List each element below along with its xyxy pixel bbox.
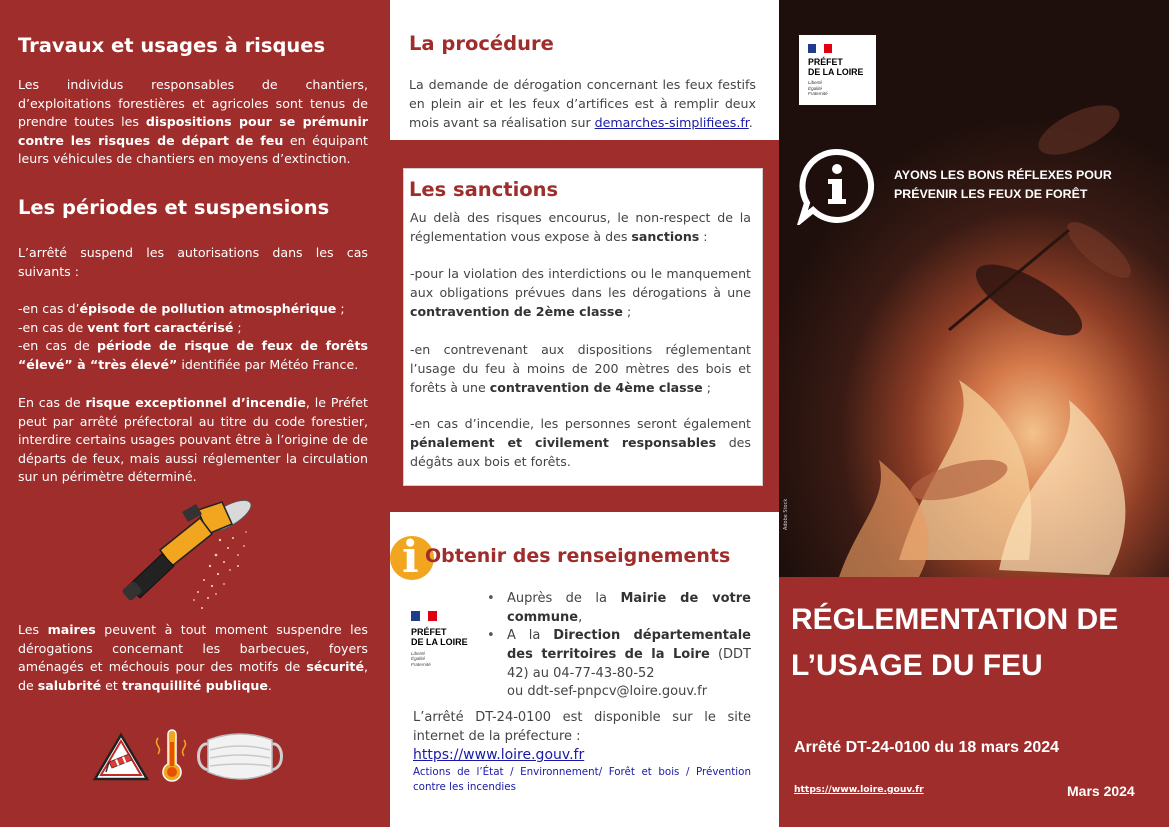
- travaux-text-bold: dispositions pour se prémunir contre les risques de départ de feu: [18, 114, 368, 148]
- travaux-text-1: Les individus responsables de chantiers, d’exploitations forestières et agricoles sont tenus de prendre toutes les: [18, 77, 368, 130]
- left-panel: [0, 0, 390, 827]
- wave-divider-top: [390, 135, 779, 157]
- grinder-icon: [120, 500, 260, 618]
- case-pollution: -en cas d’épisode de pollution atmosphérique ;: [18, 301, 345, 316]
- wave-divider-bottom: [390, 488, 779, 518]
- periodes-cases: [18, 300, 368, 374]
- heading-procedure: La procédure: [409, 32, 554, 55]
- publication-date: Mars 2024: [1067, 783, 1135, 799]
- maires-text: Les maires peuvent à tout moment suspendre les dérogations concernant les barbecues, foyers aménagés et méchouis pour des motifs de sécurité, de salubrité et tranquillité publique.: [18, 622, 368, 693]
- document-title: RÉGLEMENTATION DE L’USAGE DU FEU: [791, 603, 1119, 682]
- contact-mairie: • Auprès de la Mairie de votre commune,: [487, 590, 751, 627]
- prefet-logo-motto: Liberté Égalité Fraternité: [808, 80, 828, 97]
- info-icon: i: [390, 536, 434, 580]
- marianne-flag-icon: [808, 44, 832, 53]
- arrete-reference: Arrêté DT-24-0100 du 18 mars 2024: [794, 739, 1060, 756]
- website-link[interactable]: https://www.loire.gouv.fr: [794, 784, 924, 795]
- demarches-link[interactable]: demarches-simplifiees.fr: [594, 114, 749, 130]
- heading-travaux: Travaux et usages à risques: [18, 34, 326, 57]
- prefecture-path: Actions de l’État / Environnement/ Forêt et bois / Prévention contre les incendies: [413, 766, 751, 793]
- tagline: AYONS LES BONS RÉFLEXES POUR PRÉVENIR LES FEUX DE FORÊT: [894, 168, 1112, 201]
- wind-warning-icon: [92, 732, 150, 782]
- middle-panel: [390, 0, 779, 827]
- travaux-text-2: en équipant leurs véhicules de chantiers en moyens d’extinction.: [18, 132, 368, 167]
- photo-credit: Adobe Stock: [783, 498, 789, 530]
- prefet-logo-title: PRÉFET DE LA LOIRE: [808, 57, 864, 77]
- heading-sanctions: Les sanctions: [409, 178, 559, 201]
- case-feux: -en cas de période de risque de feux de forêts “élevé” à “très élevé” identifiée par Météo France.: [18, 338, 368, 372]
- mask-icon: [194, 730, 286, 784]
- heading-renseignements: Obtenir des renseignements: [425, 545, 731, 567]
- info-bubble-icon: [797, 147, 877, 225]
- thermometer-icon: [154, 728, 190, 784]
- right-panel: [779, 0, 1169, 827]
- sanction-2eme-classe: -pour la violation des interdictions ou le manquement aux obligations prévues dans les dérogations à une contravention de 2ème classe ;: [410, 266, 751, 319]
- prefet-logo-small-motto: Liberté Égalité Fraternité: [411, 651, 431, 667]
- procedure-text: La demande de dérogation concernant les feux festifs en plein air et les feux d’artifices est à remplir deux mois avant sa réalisation sur demarches-simplifiees.fr.: [409, 77, 756, 130]
- contact-ddt: • A la Direction départementale des territoires de la Loire (DDT 42) au 04-77-43-80-52: [487, 627, 751, 683]
- exceptionnel-text: En cas de risque exceptionnel d’incendie, le Préfet peut par arrêté préfectoral au titre du code forestier, interdire certains usages pouvant être à l’origine de de départs de feux, mais aussi réglementer la circulation sur un périmètre déterminé.: [18, 395, 368, 485]
- sanction-incendie: -en cas d’incendie, les personnes seront également pénalement et civilement responsables des dégâts aux bois et forêts.: [410, 416, 751, 469]
- sanctions-intro: Au delà des risques encourus, le non-respect de la réglementation vous expose à des sanctions :: [410, 210, 751, 244]
- prefecture-link[interactable]: https://www.loire.gouv.fr: [413, 747, 585, 763]
- prefet-logo: [799, 35, 876, 105]
- periodes-intro: L’arrêté suspend les autorisations dans les cas suivants :: [18, 245, 368, 279]
- prefet-logo-small-title: PRÉFET DE LA LOIRE: [411, 627, 468, 647]
- arrete-availability: L’arrêté DT-24-0100 est disponible sur le site internet de la préfecture :: [413, 710, 751, 744]
- contact-list: [487, 590, 751, 684]
- sanction-4eme-classe: -en contrevenant aux dispositions réglementant l’usage du feu à moins de 200 mètres des bois et forêts à une contravention de 4ème classe ;: [410, 342, 751, 395]
- heading-periodes: Les périodes et suspensions: [18, 196, 330, 219]
- contact-email: ou ddt-sef-pnpcv@loire.gouv.fr: [507, 684, 708, 699]
- prefet-logo-small: [411, 606, 477, 667]
- marianne-flag-icon: [411, 611, 437, 621]
- travaux-text: [18, 76, 368, 169]
- case-vent: -en cas de vent fort caractérisé ;: [18, 319, 242, 335]
